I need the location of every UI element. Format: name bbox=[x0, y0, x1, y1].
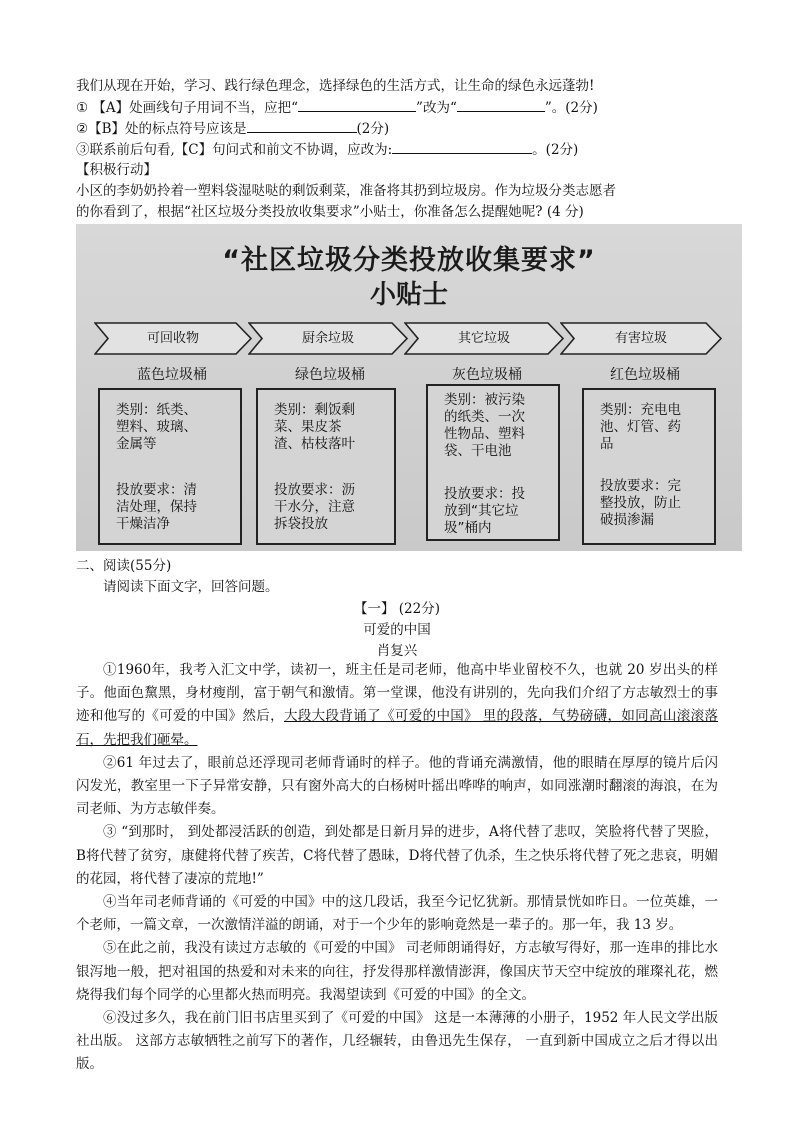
bin-label-red: 红色垃圾桶 bbox=[610, 367, 680, 383]
question-1-text-a: ① 【A】处画线句子用词不当，应把“ bbox=[76, 100, 299, 116]
bin-label-blue: 蓝色垃圾桶 bbox=[137, 367, 207, 383]
answer-blank-1b[interactable] bbox=[457, 97, 545, 112]
section-action-heading: 【积极行动】 bbox=[76, 162, 157, 178]
question-3 bbox=[76, 139, 578, 160]
category-arrow-hazardous bbox=[560, 322, 722, 355]
rule-box-kitchen bbox=[256, 388, 396, 545]
rule-requirement: 投放要求：完 整投放，防止 破损渗漏 bbox=[600, 478, 681, 528]
action-text-2: 的你看到了，根据“社区垃圾分类投放收集要求”小贴士，你准备怎么提醒她呢? (4 分) bbox=[76, 204, 584, 220]
garbage-sorting-poster bbox=[76, 224, 742, 551]
rule-requirement: 投放要求：投 放到“其它垃 圾”桶内 bbox=[444, 486, 525, 536]
paragraph-5: ⑤在此之前，我没有读过方志敏的《可爱的中国》 司老师朗诵得好，方志敏写得好，那一连串的排比水银泻地一般，把对祖国的热爱和对未来的向往，抒发得那样激情澎湃，像国庆节天空中绽放的璀璨礼花，燃烧得我们每个同学的心里都火热而明亮。我渴望读到《可爱的中国》的全文。 bbox=[76, 940, 718, 1003]
paragraph-1-underlined: 大段大段背诵了《可爱的中国》 里的段落，气势磅礴，如同高山滚滚落石，先把我们砸晕。 bbox=[76, 708, 719, 748]
category-label: 有害垃圾 bbox=[614, 331, 667, 346]
rule-types: 类别：剩饭剩 菜、果皮茶 渣、枯枝落叶 bbox=[274, 402, 355, 452]
bin-label-green: 绿色垃圾桶 bbox=[295, 367, 365, 383]
poster-title-line1: “社区垃圾分类投放收集要求” bbox=[222, 245, 596, 276]
rule-requirement: 投放要求：清 洁处理，保持 干燥洁净 bbox=[116, 482, 197, 532]
rule-box-recyclable bbox=[98, 388, 242, 545]
category-label: 可回收物 bbox=[146, 331, 199, 346]
answer-blank-3[interactable] bbox=[392, 139, 532, 154]
answer-blank-2[interactable] bbox=[247, 118, 357, 133]
answer-blank-1a[interactable] bbox=[298, 97, 416, 112]
paragraph-1-text: ①1960年，我考入汇文中学，读初一，班主任是司老师，他高中毕业留校不久，也就 20 岁出头的样子。他面色黧黑，身材瘦削，富于朝气和激情。第一堂课，他没有讲别的，先向我们介绍了方志敏烈士的事迹和他写的《可爱的中国》然后， bbox=[76, 662, 718, 725]
category-arrow-recyclable bbox=[94, 322, 252, 355]
rule-requirement: 投放要求：沥 干水分，注意 拆袋投放 bbox=[274, 482, 355, 532]
article-title: 可爱的中国 bbox=[363, 622, 431, 638]
article-author: 肖复兴 bbox=[376, 643, 418, 659]
section2-heading: 二、阅读(55分) bbox=[76, 558, 172, 574]
category-arrow-other bbox=[404, 322, 564, 355]
paragraph-2: ②61 年过去了，眼前总还浮现司老师背诵时的样子。他的背诵充满激情，他的眼睛在厚厚的镜片后闪闪发光，教室里一下子异常安静，只有窗外高大的白杨树叶摇出哗哗的响声，如同涨潮时翻滚的海浪，在为司老师、为方志敏伴奏。 bbox=[76, 754, 718, 818]
category-label: 厨余垃圾 bbox=[301, 331, 354, 346]
question-1-text-c: ”。(2分) bbox=[544, 100, 598, 116]
category-arrow-kitchen bbox=[248, 322, 408, 355]
paragraph-4: ④当年司老师背诵的《可爱的中国》中的这几段话，我至今记忆犹新。那情景恍如昨日。一位英雄，一个老师，一篇文章，一次激情洋溢的朗诵，对于一个少年的影响竟然是一辈子的。那一年，我 13 岁。 bbox=[76, 894, 718, 934]
intro-line: 我们从现在开始，学习、践行绿色理念，选择绿色的生活方式，让生命的绿色永远蓬勃! bbox=[76, 78, 595, 94]
rule-types: 类别：被污染 的纸类、一次 性物品、塑料 袋、干电池 bbox=[444, 392, 525, 459]
section2-instruction: 请阅读下面文字，回答问题。 bbox=[103, 579, 279, 595]
category-label: 其它垃圾 bbox=[457, 331, 510, 346]
question-2-text-a: ②【B】处的标点符号应该是 bbox=[76, 121, 247, 137]
bin-label-gray: 灰色垃圾桶 bbox=[452, 367, 522, 383]
question-3-text-b: 。(2分) bbox=[532, 142, 579, 158]
article-body bbox=[76, 659, 718, 1077]
paragraph-1 bbox=[76, 659, 718, 752]
rule-box-other bbox=[426, 384, 560, 541]
question-2-text-b: (2分) bbox=[356, 121, 390, 137]
question-2 bbox=[76, 118, 389, 139]
question-1 bbox=[76, 97, 598, 118]
rule-types: 类别：纸类、 塑料、玻璃、 金属等 bbox=[116, 402, 197, 452]
rule-box-hazardous bbox=[582, 388, 716, 545]
rule-types: 类别：充电电 池、灯管、药 品 bbox=[600, 402, 681, 452]
poster-title-line2: 小贴士 bbox=[369, 280, 448, 310]
question-3-text-a: ③联系前后句看,【C】句问式和前文不协调，应改为: bbox=[76, 142, 393, 158]
question-1-text-b: ”改为“ bbox=[416, 100, 457, 116]
action-text-1: 小区的李奶奶拎着一塑料袋湿哒哒的剩饭剩菜，准备将其扔到垃圾房。作为垃圾分类志愿者 bbox=[76, 183, 616, 199]
paragraph-3: ③ “到那时， 到处都浸活跃的创造，到处都是日新月异的进步，A将代替了悲叹，笑脸将代替了哭脸，B将代替了贫穷，康健将代替了疾苦，C将代替了愚昧，D将代替了仇杀，生之快乐将代替了死之悲哀，明媚的花园，将代替了凄凉的荒地!” bbox=[76, 824, 718, 887]
part1-heading: 【一】 (22分) bbox=[353, 601, 440, 617]
paragraph-6: ⑥没过多久，我在前门旧书店里买到了《可爱的中国》 这是一本薄薄的小册子，1952 年人民文学出版社出版。 这部方志敏牺牲之前写下的著作，几经辗转，由鲁迅先生保存， 一直到新中国成立之后才得以出版。 bbox=[76, 1010, 718, 1073]
